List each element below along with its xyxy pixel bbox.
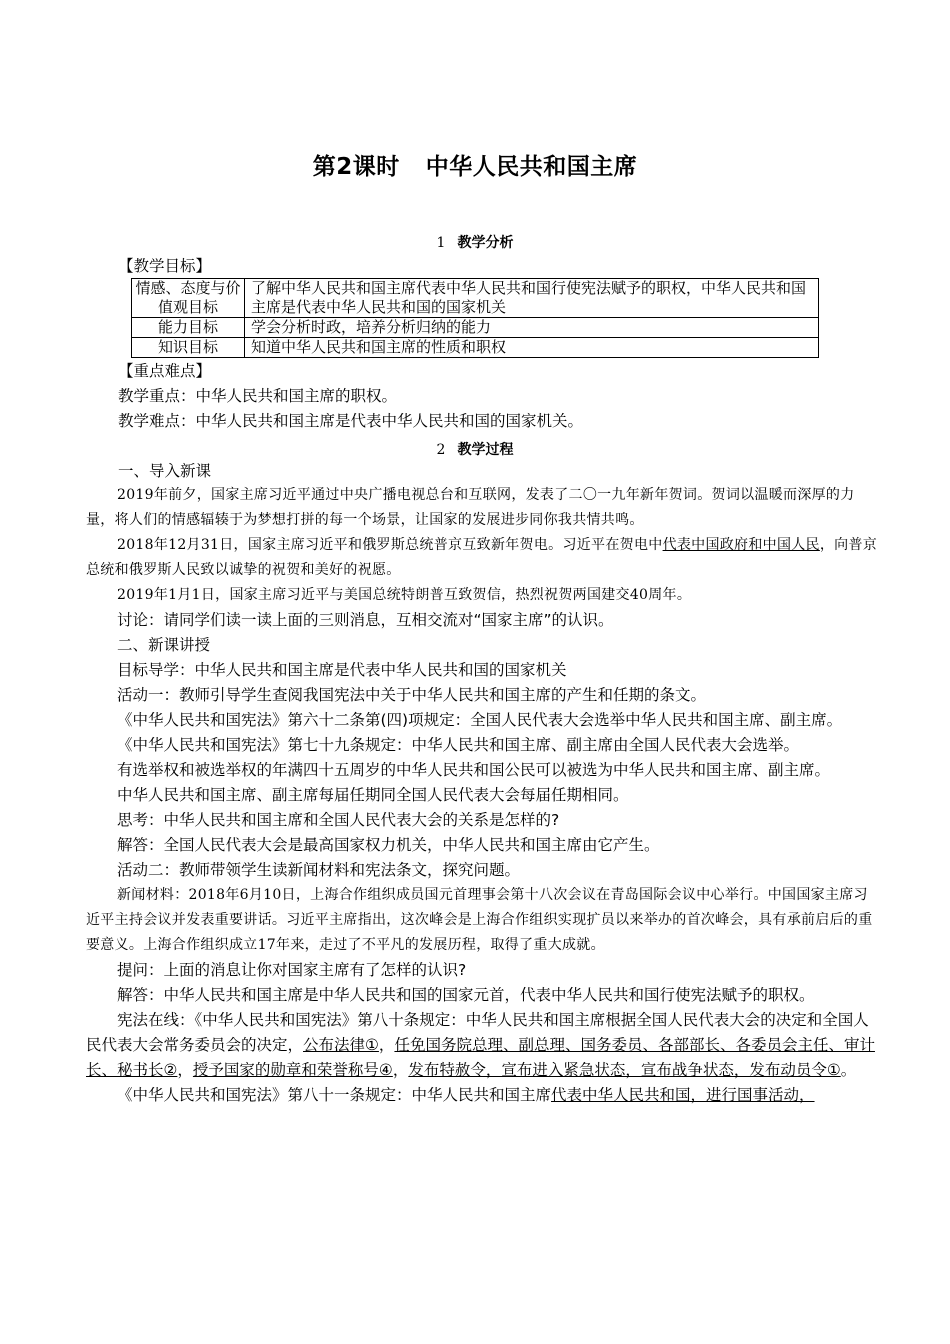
intro-news <box>86 483 878 608</box>
article79-text: 《中华人民共和国宪法》第七十九条规定：中华人民共和国主席、副主席由全国人民代表大会选举。 <box>117 736 800 754</box>
goals-label: 【教学目标】 <box>118 257 212 275</box>
lesson-body <box>86 608 878 1108</box>
difficulty-label: 【重点难点】 <box>118 362 212 380</box>
table-row <box>132 279 819 318</box>
discussion-text: 讨论：请同学们读一读上面的三则消息，互相交流对“国家主席”的认识。 <box>117 611 614 629</box>
lesson-topic: 中华人民共和国主席 <box>425 154 638 180</box>
goal-value: 知道中华人民共和国主席的性质和职权 <box>245 338 819 358</box>
part1-heading: 一、导入新课 <box>118 462 212 480</box>
think-question: 思考：中华人民共和国主席和全国人民代表大会的关系是怎样的? <box>117 811 560 829</box>
goal-value: 了解中华人民共和国主席代表中华人民共和国行使宪法赋予的职权，中华人民共和国主席是代表中华人民共和国的国家机关 <box>245 279 819 318</box>
news-material: 新闻材料：2018年6月10日，上海合作组织成员国元首理事会第十八次会议在青岛国际会议中心举行。中国国家主席习近平主持会议并发表重要讲话。习近平主席指出，这次峰会是上海合作组织实现扩员以来举办的首次峰会，具有承前启后的重要意义。上海合作组织成立17年来，走过了不平凡的发展历程，取得了重大成就。 <box>86 887 873 953</box>
page-title <box>0 148 950 181</box>
answer1-text: 解答：全国人民代表大会是最高国家权力机关，中华人民共和国主席由它产生。 <box>117 836 660 854</box>
section-heading-process: 2 教学过程 <box>436 442 514 458</box>
lesson-number: 第2课时 <box>312 154 400 180</box>
underlined-text: 代表中国政府和中国人民 <box>662 537 820 553</box>
article79-eligibility: 有选举权和被选举权的年满四十五周岁的中华人民共和国公民可以被选为中华人民共和国主席、副主席。 <box>117 761 831 779</box>
article81-text: 《中华人民共和国宪法》第八十一条规定：中华人民共和国主席代表中华人民共和国，进行国事活动， <box>117 1086 815 1104</box>
answer2-text: 解答：中华人民共和国主席是中华人民共和国的国家元首，代表中华人民共和国行使宪法赋予的职权。 <box>117 986 815 1004</box>
difficult-point: 教学难点：中华人民共和国主席是代表中华人民共和国的国家机关。 <box>118 412 584 430</box>
key-point: 教学重点：中华人民共和国主席的职权。 <box>118 387 398 405</box>
underlined-text: 代表中华人民共和国，进行国事活动， <box>551 1086 815 1104</box>
underlined-text: 任免国务院总理、副总理、国务委员、各部部长、各委员会主任、审计长、秘书长② <box>86 1036 875 1079</box>
activity2-text: 活动二：教师带领学生读新闻材料和宪法条文，探究问题。 <box>117 861 521 879</box>
section-heading-analysis: 1 教学分析 <box>436 235 514 251</box>
table-row <box>132 338 819 358</box>
goal-key: 知识目标 <box>132 338 245 358</box>
part2-heading: 二、新课讲授 <box>117 636 211 654</box>
news-paragraph-3: 2019年1月1日，国家主席习近平与美国总统特朗普互致贺信，热烈祝贺两国建交40周年。 <box>117 587 692 603</box>
question-text: 提问：上面的消息让你对国家主席有了怎样的认识? <box>117 961 467 979</box>
goal-key: 能力目标 <box>132 318 245 338</box>
constitution-online: 宪法在线：《中华人民共和国宪法》第八十条规定：中华人民共和国主席根据全国人民代表大会的决定和全国人民代表大会常务委员会的决定，公布法律①，任免国务院总理、副总理、国务委员、各部部长、各委员会主任、审计长、秘书长②，授予国家的勋章和荣誉称号④，发布特赦令，宣布进入紧急状态，宣布战争状态，发布动员令①。 <box>86 1011 875 1079</box>
news-paragraph-2: 2018年12月31日，国家主席习近平和俄罗斯总统普京互致新年贺电。习近平在贺电中代表中国政府和中国人民，向普京总统和俄罗斯人民致以诚挚的祝贺和美好的祝愿。 <box>86 537 878 578</box>
goal-key: 情感、态度与价值观目标 <box>132 279 245 318</box>
table-row <box>132 318 819 338</box>
teaching-goals-table <box>131 278 819 358</box>
activity1-text: 活动一：教师引导学生查阅我国宪法中关于中华人民共和国主席的产生和任期的条文。 <box>117 686 707 704</box>
news-paragraph-1: 2019年前夕，国家主席习近平通过中央广播电视总台和互联网，发表了二〇一九年新年贺词。贺词以温暖而深厚的力量，将人们的情感辐辏于为梦想打拼的每一个场景，让国家的发展进步同你我共情共鸣。 <box>86 487 855 528</box>
article62-text: 《中华人民共和国宪法》第六十二条第(四)项规定：全国人民代表大会选举中华人民共和国主席、副主席。 <box>117 711 843 729</box>
goal-value: 学会分析时政，培养分析归纳的能力 <box>245 318 819 338</box>
target-text: 目标导学：中华人民共和国主席是代表中华人民共和国的国家机关 <box>117 661 567 679</box>
underlined-text: 授予国家的勋章和荣誉称号④ <box>192 1061 393 1079</box>
underlined-text: 公布法律① <box>303 1036 379 1054</box>
article79-term: 中华人民共和国主席、副主席每届任期同全国人民代表大会每届任期相同。 <box>117 786 629 804</box>
underlined-text: 发布特赦令，宣布进入紧急状态，宣布战争状态，发布动员令① <box>408 1061 841 1079</box>
